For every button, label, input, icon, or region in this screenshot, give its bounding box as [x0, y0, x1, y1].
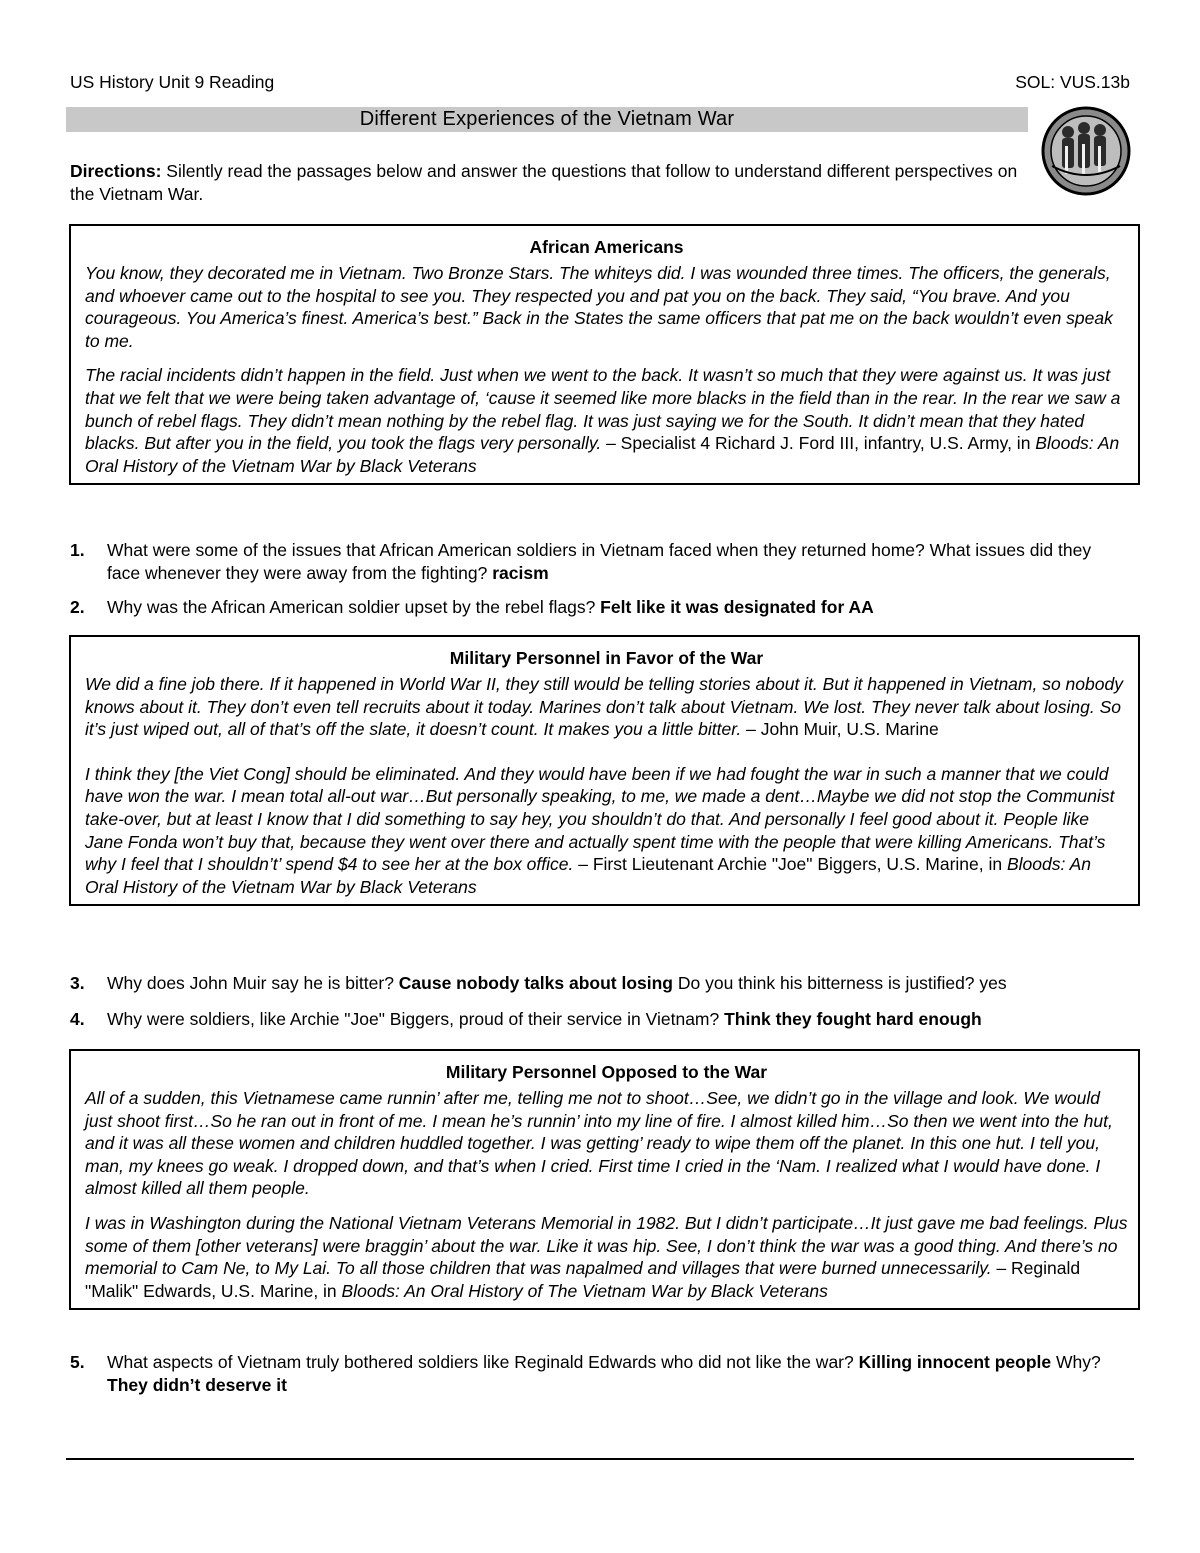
passage-attribution: – Specialist 4 Richard J. Ford III, infantry, U.S. Army, in — [601, 433, 1036, 454]
question-text: Why was the African American soldier upset by the rebel flags? — [107, 597, 601, 617]
passage-paragraph — [85, 364, 1128, 477]
passage-paragraph — [85, 763, 1128, 899]
answer-text: racism — [492, 562, 549, 583]
question-5 — [70, 1351, 1120, 1396]
passage-title: African Americans — [529, 237, 684, 257]
question-number: 2. — [70, 597, 85, 617]
page-title: Different Experiences of the Vietnam War — [66, 107, 1028, 132]
passage-quote: The racial incidents didn’t happen in the field. Just when we went to the back. It wasn’t so much that they were against us. It was just that we felt that we were being taken advantage of, ‘cause it seemed like more blacks in the field than in the rear. In the rear we saw a bunch of rebel flags. They didn’t mean nothing by the rebel flag. It was just saying we for the South. It didn’t mean that they hated blacks. But after you in the field, you took the flags very personally. — [85, 365, 1121, 454]
passage-box-opposed — [69, 1049, 1140, 1310]
passage-paragraph — [85, 1212, 1128, 1302]
question-1 — [70, 539, 1120, 584]
answer-text: Killing innocent people — [858, 1352, 1052, 1372]
answer-text: They didn’t deserve it — [107, 1374, 287, 1395]
question-text-continued: Do you think his bitterness is justified? yes — [673, 973, 1007, 993]
passage-quote: I was in Washington during the National Vietnam Veterans Memorial in 1982. But I didn’t participate…It just gave me bad feelings. Plus some of them [other veterans] were braggin’ about the war. Like it was hip. See, I don’t think the war was a good thing. And there’s no memorial to Cam Ne, to My Lai. To all those children that was napalmed and villages that were burned unnecessarily. — [85, 1212, 1128, 1279]
passage-attribution: – First Lieutenant Archie "Joe" Biggers, U.S. Marine, in — [573, 854, 1007, 875]
question-4 — [70, 1008, 1120, 1031]
passage-attribution: – Reginald "Malik" Edwards, U.S. Marine, in — [85, 1258, 1081, 1301]
question-3 — [70, 972, 1120, 995]
directions-label: Directions: — [70, 161, 162, 181]
question-2 — [70, 596, 1120, 619]
footer-divider — [66, 1458, 1134, 1460]
question-text-continued: Why? — [1051, 1352, 1101, 1372]
answer-text: Felt like it was designated for AA — [600, 597, 874, 617]
source-title: Bloods: An Oral History of the Vietnam War by Black Veterans — [85, 433, 1120, 476]
passage-quote: We did a fine job there. If it happened in World War II, they still would be telling stories about it. But it happened in Vietnam, so nobody knows about it. They don’t even tell recruits about it today. Marines don’t talk about Vietnam. We lost. They never talk about losing. So it’s just wiped out, all of that’s off the slate, it doesn’t count. It makes you a little bitter. — [85, 674, 1123, 740]
unit-label: US History Unit 9 Reading — [70, 72, 275, 92]
passage-title: Military Personnel in Favor of the War — [449, 648, 764, 668]
question-text: What were some of the issues that African American soldiers in Vietnam faced when they returned home? What issues did they face whenever they were away from the fighting? — [107, 540, 1092, 583]
passage-paragraph: All of a sudden, this Vietnamese came runnin’ after me, telling me not to shoot…See, we didn’t go in the village and look. We would just shoot first…So he ran out in front of me. I mean he’s runnin’ into my line of fire. I almost killed him…So then we went into the hut, and it was all these women and children huddled together. I was getting’ ready to wipe them off the planet. In this one hut. I tell you, man, my knees go weak. I dropped down, and that’s when I cried. First time I cried in the ‘Nam. I realized what I would have done. I almost killed all them people. — [85, 1088, 1113, 1199]
passage-title: Military Personnel Opposed to the War — [445, 1062, 768, 1082]
passage-box-in-favor — [69, 635, 1140, 906]
passage-paragraph — [85, 673, 1128, 741]
passage-box-african-americans — [69, 224, 1140, 485]
sol-label: SOL: VUS.13b — [1015, 72, 1130, 92]
question-text: Why does John Muir say he is bitter? — [107, 973, 399, 993]
question-number: 3. — [70, 973, 85, 993]
answer-text: Cause nobody talks about losing — [398, 973, 673, 993]
source-title: Bloods: An Oral History of The Vietnam War by Black Veterans — [341, 1280, 828, 1301]
question-text: Why were soldiers, like Archie "Joe" Biggers, proud of their service in Vietnam? — [107, 1009, 725, 1029]
passage-quote: I think they [the Viet Cong] should be eliminated. And they would have been if we had fought the war in such a manner that we could have won the war. I mean total all-out war…But personally speaking, to me, we made a dent…Maybe we did not stop the Communist take-over, but at least I know that I did something to say hey, you shouldn’t do that. And personally I feel good about it. People like Jane Fonda won’t buy that, because they went over there and actually spent time with the people that were killing Americans. That’s why I feel that I shouldn’t’ spend $4 to see her at the box office. — [85, 763, 1115, 875]
passage-paragraph: You know, they decorated me in Vietnam. Two Bronze Stars. The whiteys did. I was wounded three times. The officers, the generals, and whoever came out to the hospital to see you. They respected you and pat you on the back. They said, “You brave. And you courageous. You America’s finest. America’s best.” Back in the States the same officers that pat me on the back wouldn’t even speak to me. — [85, 263, 1113, 351]
soldiers-emblem-icon — [1038, 106, 1134, 196]
answer-text: Think they fought hard enough — [724, 1009, 982, 1029]
question-number: 1. — [70, 540, 85, 560]
directions — [70, 160, 1020, 205]
directions-text: Silently read the passages below and answer the questions that follow to understand different perspectives on the Vietnam War. — [70, 161, 1018, 204]
passage-attribution: – John Muir, U.S. Marine — [741, 719, 939, 740]
question-text: What aspects of Vietnam truly bothered soldiers like Reginald Edwards who did not like the war? — [107, 1352, 859, 1372]
question-number: 4. — [70, 1009, 85, 1029]
source-title: Bloods: An Oral History of the Vietnam War by Black Veterans — [85, 854, 1091, 897]
question-number: 5. — [70, 1352, 85, 1372]
